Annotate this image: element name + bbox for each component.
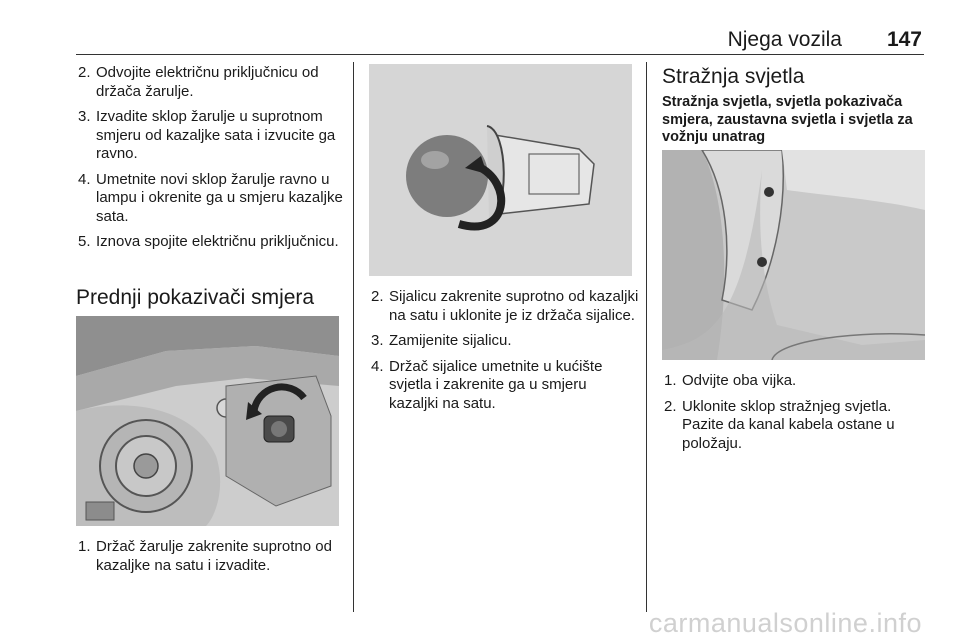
front-indicator-illustration — [76, 316, 339, 526]
column-1 — [76, 64, 346, 259]
instruction-list-3 — [369, 288, 639, 413]
list-item: 4. Umetnite novi sklop žarulje ravno u lampu i okrenite ga u smjeru kazaljke sata. — [78, 170, 343, 225]
column-3 — [662, 64, 926, 147]
list-item: 2. Uklonite sklop stražnjeg svjetla. Pazite da kanal kabela ostane u položaju. — [664, 397, 895, 452]
list-item: 4. Držač sijalice umetnite u kućište svjetla i zakrenite ga u smjeru kazaljki na satu. — [371, 357, 603, 412]
instruction-list-4 — [662, 372, 926, 453]
page-number: 147 — [886, 28, 922, 51]
instruction-list-1 — [76, 64, 346, 252]
column-2 — [369, 288, 639, 420]
column-divider-2 — [646, 62, 647, 612]
rear-light-illustration — [662, 150, 925, 360]
instruction-list-2 — [76, 538, 346, 575]
column-divider-1 — [353, 62, 354, 612]
subsection-title-rear-lights: Stražnja svjetla, svjetla pokazivača smjera, zaustavna svjetla i svjetla za vožnju unatrag — [662, 94, 913, 145]
watermark: carmanualsonline.info — [648, 608, 922, 638]
list-item: 3. Izvadite sklop žarulje u suprotnom smjeru od kazaljke sata i izvucite ga ravno. — [78, 108, 336, 162]
column-1-lower — [76, 538, 346, 582]
section-title-rear-lights: Stražnja svjetla — [662, 65, 805, 88]
header-rule — [76, 54, 924, 55]
list-item: 3. Zamijenite sijalicu. — [371, 332, 512, 349]
list-item: 5. Iznova spojite električnu priključnicu. — [78, 233, 339, 250]
page-header-title: Njega vozila — [727, 28, 842, 51]
list-item: 2. Odvojite električnu priključnicu od držača žarulje. — [78, 64, 319, 100]
column-3-lower — [662, 372, 926, 460]
list-item: 1. Odvijte oba vijka. — [664, 372, 797, 389]
bulb-holder-illustration — [369, 64, 632, 276]
list-item: 1. Držač žarulje zakrenite suprotno od kazaljke na satu i izvadite. — [78, 538, 332, 574]
list-item: 2. Sijalicu zakrenite suprotno od kazaljki na satu i uklonite je iz držača sijalice. — [371, 288, 639, 324]
section-title-front-indicators: Prednji pokazivači smjera — [76, 286, 315, 309]
